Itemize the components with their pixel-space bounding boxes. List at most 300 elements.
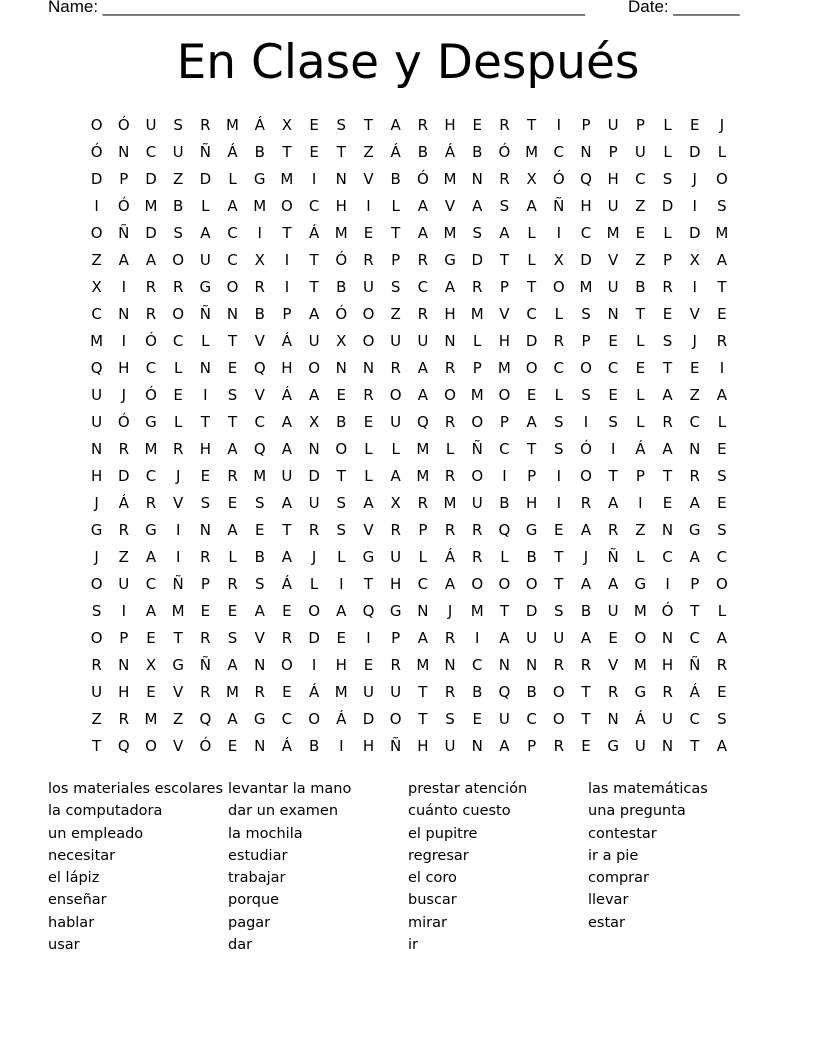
grid-letter: P xyxy=(663,251,673,269)
grid-letter: U xyxy=(281,467,293,485)
grid-letter: R xyxy=(499,116,510,134)
grid-letter: P xyxy=(499,278,509,296)
grid-letter: G xyxy=(525,521,538,539)
grid-letter: D xyxy=(199,170,212,188)
grid-letter: Z xyxy=(689,386,700,404)
grid-letter: J xyxy=(311,548,317,566)
grid-letter: Á xyxy=(281,575,293,593)
grid-letter: Ñ xyxy=(199,656,211,674)
grid-letter: U xyxy=(145,116,157,134)
grid-letter: O xyxy=(716,170,728,188)
grid-letter: N xyxy=(226,305,239,323)
grid-letter: Z xyxy=(635,521,646,539)
grid-letter: O xyxy=(90,629,103,647)
grid-letter: H xyxy=(335,656,347,674)
grid-letter: Z xyxy=(118,548,129,566)
grid-letter: A xyxy=(499,224,510,242)
grid-letter: M xyxy=(443,494,457,512)
grid-letter: I xyxy=(610,440,616,458)
grid-letter: A xyxy=(281,440,293,458)
grid-letter: I xyxy=(203,386,208,404)
grid-letter: R xyxy=(390,359,401,377)
grid-letter: I xyxy=(284,251,290,269)
grid-letter: C xyxy=(526,305,537,323)
grid-letter: A xyxy=(227,710,238,728)
letter-grid xyxy=(83,112,743,760)
grid-row xyxy=(83,652,743,679)
grid-letter: U xyxy=(390,332,402,350)
grid-letter: A xyxy=(580,521,592,539)
word-column xyxy=(588,778,768,934)
grid-letter: R xyxy=(417,116,429,134)
grid-letter: U xyxy=(634,143,646,161)
grid-letter: B xyxy=(417,143,428,161)
grid-letter: L xyxy=(636,548,645,566)
grid-letter: O xyxy=(145,737,157,755)
grid-letter: P xyxy=(119,170,129,188)
grid-letter: A xyxy=(716,737,728,755)
grid-letter: Ó xyxy=(335,251,348,269)
grid-letter: L xyxy=(663,143,672,161)
grid-letter: C xyxy=(689,413,700,431)
grid-row xyxy=(83,436,743,463)
grid-letter: H xyxy=(281,359,293,377)
grid-letter: Ñ xyxy=(199,143,211,161)
grid-letter: Z xyxy=(635,197,646,215)
grid-letter: Ó xyxy=(117,116,130,134)
grid-letter: U xyxy=(662,710,674,728)
grid-letter: R xyxy=(417,251,429,269)
grid-letter: Ó xyxy=(145,332,157,350)
grid-letter: Á xyxy=(444,548,456,566)
grid-letter: D xyxy=(145,224,157,242)
grid-letter: P xyxy=(472,359,482,377)
grid-letter: I xyxy=(366,197,371,215)
grid-letter: R xyxy=(417,305,429,323)
grid-letter: A xyxy=(716,251,728,269)
grid-letter: O xyxy=(552,710,565,728)
grid-letter: L xyxy=(717,413,727,431)
grid-letter: N xyxy=(362,359,375,377)
grid-letter: C xyxy=(417,278,429,296)
grid-letter: C xyxy=(553,143,565,161)
grid-letter: R xyxy=(200,683,211,701)
grid-letter: R xyxy=(281,629,293,647)
grid-letter: B xyxy=(336,278,347,296)
grid-letter: M xyxy=(470,305,484,323)
grid-letter: P xyxy=(527,737,537,755)
grid-letter: T xyxy=(581,683,591,701)
grid-letter: Á xyxy=(281,332,293,350)
grid-letter: L xyxy=(473,332,482,350)
date-field-label: Date: _______ xyxy=(628,0,740,16)
grid-letter: L xyxy=(445,440,455,458)
grid-letter: A xyxy=(580,629,592,647)
grid-letter: V xyxy=(363,521,374,539)
grid-letter: P xyxy=(119,629,129,647)
word-item: enseñar xyxy=(48,892,107,909)
grid-letter: L xyxy=(418,548,428,566)
grid-letter: N xyxy=(335,170,347,188)
grid-letter: T xyxy=(554,548,564,566)
grid-letter: J xyxy=(719,116,725,134)
grid-letter: B xyxy=(526,683,537,701)
grid-letter: R xyxy=(145,278,157,296)
grid-letter: O xyxy=(362,332,375,350)
grid-letter: Ó xyxy=(199,737,212,755)
grid-row xyxy=(83,544,743,571)
grid-letter: L xyxy=(554,305,563,323)
word-item: una pregunta xyxy=(588,803,686,820)
grid-letter: P xyxy=(635,467,645,485)
grid-letter: T xyxy=(581,710,591,728)
grid-letter: X xyxy=(145,656,157,674)
grid-letter: E xyxy=(554,521,564,539)
grid-letter: T xyxy=(418,710,428,728)
grid-letter: P xyxy=(608,143,618,161)
grid-letter: G xyxy=(199,278,212,296)
grid-letter: G xyxy=(253,170,266,188)
grid-letter: M xyxy=(90,332,104,350)
grid-letter: X xyxy=(254,251,265,269)
grid-letter: B xyxy=(173,197,184,215)
grid-letter: E xyxy=(635,224,646,242)
grid-letter: C xyxy=(172,332,184,350)
grid-letter: Á xyxy=(308,683,320,701)
grid-letter: A xyxy=(118,251,129,269)
word-item: usar xyxy=(48,937,80,954)
grid-letter: R xyxy=(472,521,483,539)
grid-letter: P xyxy=(200,575,210,593)
grid-letter: A xyxy=(281,548,293,566)
grid-letter: Ó xyxy=(90,143,103,161)
grid-letter: H xyxy=(390,575,402,593)
grid-letter: Z xyxy=(363,143,374,161)
grid-letter: L xyxy=(228,548,237,566)
grid-letter: C xyxy=(91,305,102,323)
grid-letter: E xyxy=(689,116,700,134)
grid-letter: E xyxy=(200,467,211,485)
grid-letter: Q xyxy=(199,710,212,728)
grid-letter: A xyxy=(308,386,320,404)
grid-letter: Q xyxy=(253,440,266,458)
grid-letter: R xyxy=(200,548,211,566)
word-item: el pupitre xyxy=(408,825,478,842)
grid-letter: M xyxy=(416,656,430,674)
grid-letter: N xyxy=(689,440,701,458)
grid-letter: L xyxy=(391,197,400,215)
grid-letter: C xyxy=(227,251,238,269)
grid-letter: D xyxy=(580,251,592,269)
grid-letter: O xyxy=(90,575,103,593)
grid-letter: U xyxy=(199,251,211,269)
grid-letter: A xyxy=(390,467,401,485)
grid-letter: T xyxy=(690,602,700,620)
grid-letter: A xyxy=(390,116,401,134)
grid-letter: B xyxy=(254,143,265,161)
grid-letter: Á xyxy=(444,143,456,161)
grid-letter: N xyxy=(199,359,211,377)
grid-letter: I xyxy=(638,494,643,512)
grid-letter: T xyxy=(309,278,319,296)
grid-letter: Ó xyxy=(661,602,674,620)
grid-letter: E xyxy=(581,737,591,755)
grid-letter: N xyxy=(118,305,130,323)
grid-letter: O xyxy=(389,386,402,404)
grid-letter: M xyxy=(416,467,430,485)
grid-letter: N xyxy=(661,737,674,755)
word-item: mirar xyxy=(408,914,447,931)
grid-letter: T xyxy=(92,737,102,755)
grid-letter: L xyxy=(337,548,346,566)
grid-letter: E xyxy=(227,737,238,755)
grid-letter: D xyxy=(90,170,103,188)
grid-letter: C xyxy=(471,656,483,674)
grid-letter: N xyxy=(525,656,538,674)
grid-letter: R xyxy=(662,683,673,701)
grid-letter: N xyxy=(580,143,592,161)
grid-letter: O xyxy=(90,224,103,242)
grid-letter: Ñ xyxy=(118,224,130,242)
grid-letter: S xyxy=(173,116,183,134)
grid-letter: R xyxy=(444,467,456,485)
grid-letter: Á xyxy=(689,683,700,701)
grid-letter: P xyxy=(391,629,401,647)
grid-letter: L xyxy=(663,116,672,134)
word-column xyxy=(408,778,588,956)
grid-letter: B xyxy=(472,683,483,701)
grid-letter: Z xyxy=(173,170,184,188)
grid-letter: E xyxy=(227,359,238,377)
grid-row xyxy=(83,490,743,517)
grid-letter: O xyxy=(634,629,647,647)
grid-letter: T xyxy=(608,467,618,485)
grid-letter: R xyxy=(308,521,320,539)
grid-row xyxy=(83,733,743,760)
grid-letter: Á xyxy=(281,737,293,755)
grid-letter: T xyxy=(309,251,319,269)
grid-letter: U xyxy=(607,116,619,134)
grid-letter: N xyxy=(607,305,619,323)
grid-letter: P xyxy=(581,332,591,350)
grid-letter: J xyxy=(94,494,99,512)
grid-letter: I xyxy=(284,278,290,296)
grid-letter: T xyxy=(282,224,292,242)
grid-letter: A xyxy=(281,494,293,512)
word-item: el coro xyxy=(408,870,457,887)
grid-letter: S xyxy=(227,386,238,404)
grid-letter: A xyxy=(444,575,456,593)
grid-letter: V xyxy=(363,170,374,188)
grid-letter: S xyxy=(200,494,211,512)
grid-letter: I xyxy=(583,413,589,431)
grid-letter: L xyxy=(636,332,645,350)
grid-letter: E xyxy=(472,116,482,134)
grid-letter: Ó xyxy=(580,440,592,458)
grid-letter: V xyxy=(254,629,265,647)
grid-row xyxy=(83,517,743,544)
grid-letter: E xyxy=(662,494,673,512)
grid-row xyxy=(83,571,743,598)
grid-letter: H xyxy=(498,332,511,350)
grid-letter: H xyxy=(661,656,674,674)
grid-letter: E xyxy=(608,629,618,647)
grid-letter: H xyxy=(118,359,130,377)
grid-letter: O xyxy=(90,116,103,134)
grid-letter: M xyxy=(443,224,457,242)
grid-letter: R xyxy=(363,251,374,269)
grid-letter: U xyxy=(390,683,402,701)
grid-letter: Á xyxy=(281,386,293,404)
grid-letter: L xyxy=(364,440,373,458)
grid-letter: T xyxy=(690,737,700,755)
grid-letter: A xyxy=(145,251,157,269)
grid-letter: P xyxy=(282,305,292,323)
grid-letter: N xyxy=(444,656,456,674)
grid-letter: I xyxy=(175,548,181,566)
grid-letter: C xyxy=(308,197,320,215)
grid-letter: A xyxy=(580,575,592,593)
grid-letter: M xyxy=(416,440,430,458)
grid-letter: T xyxy=(662,359,673,377)
grid-letter: O xyxy=(580,359,592,377)
grid-letter: I xyxy=(94,197,99,215)
grid-letter: P xyxy=(690,575,700,593)
grid-letter: V xyxy=(608,656,619,674)
grid-letter: Ñ xyxy=(553,197,565,215)
grid-letter: U xyxy=(498,710,510,728)
grid-letter: G xyxy=(389,602,402,620)
grid-letter: O xyxy=(335,440,348,458)
grid-letter: O xyxy=(172,251,185,269)
grid-letter: L xyxy=(527,224,536,242)
grid-letter: Ó xyxy=(117,413,130,431)
grid-letter: R xyxy=(553,737,564,755)
grid-letter: E xyxy=(363,413,374,431)
grid-letter: C xyxy=(281,710,293,728)
grid-letter: U xyxy=(91,413,103,431)
grid-letter: R xyxy=(390,656,401,674)
grid-letter: N xyxy=(90,440,103,458)
grid-letter: U xyxy=(390,413,402,431)
grid-letter: C xyxy=(145,143,157,161)
grid-letter: A xyxy=(472,197,483,215)
word-item: prestar atención xyxy=(408,781,528,797)
grid-letter: J xyxy=(175,467,181,485)
grid-letter: O xyxy=(471,467,484,485)
grid-letter: R xyxy=(227,575,238,593)
grid-letter: T xyxy=(282,143,292,161)
grid-letter: I xyxy=(257,224,262,242)
grid-letter: A xyxy=(716,386,728,404)
grid-letter: O xyxy=(226,278,239,296)
grid-letter: L xyxy=(527,251,536,269)
grid-letter: R xyxy=(363,386,374,404)
grid-letter: M xyxy=(579,278,593,296)
word-item: pagar xyxy=(228,914,271,931)
grid-letter: O xyxy=(471,575,484,593)
grid-row xyxy=(83,301,743,328)
word-item: la computadora xyxy=(48,803,163,820)
grid-letter: Ó xyxy=(416,170,429,188)
grid-letter: I xyxy=(339,737,344,755)
grid-letter: U xyxy=(471,494,483,512)
grid-letter: R xyxy=(200,629,211,647)
grid-letter: N xyxy=(118,656,130,674)
grid-letter: G xyxy=(145,521,157,539)
grid-letter: X xyxy=(281,116,293,134)
word-item: las matemáticas xyxy=(588,781,708,797)
grid-letter: T xyxy=(499,602,509,620)
grid-letter: D xyxy=(688,143,701,161)
grid-letter: H xyxy=(525,494,538,512)
grid-letter: Q xyxy=(498,521,511,539)
grid-letter: H xyxy=(580,197,592,215)
grid-letter: M xyxy=(633,602,647,620)
grid-letter: S xyxy=(445,710,455,728)
grid-letter: R xyxy=(200,116,211,134)
grid-letter: N xyxy=(417,602,429,620)
grid-letter: L xyxy=(391,440,400,458)
grid-letter: D xyxy=(118,467,130,485)
grid-letter: L xyxy=(228,170,237,188)
grid-letter: E xyxy=(309,143,319,161)
grid-letter: N xyxy=(471,737,483,755)
grid-letter: U xyxy=(634,737,646,755)
grid-letter: S xyxy=(662,332,673,350)
grid-letter: N xyxy=(661,521,674,539)
grid-letter: O xyxy=(498,575,511,593)
grid-letter: S xyxy=(472,224,482,242)
grid-letter: M xyxy=(606,224,620,242)
grid-letter: C xyxy=(526,710,537,728)
grid-letter: U xyxy=(308,494,320,512)
grid-letter: X xyxy=(390,494,401,512)
grid-letter: G xyxy=(688,521,701,539)
grid-letter: I xyxy=(719,359,725,377)
grid-letter: C xyxy=(689,629,700,647)
word-column xyxy=(48,778,228,956)
grid-letter: A xyxy=(662,386,673,404)
grid-letter: M xyxy=(253,197,267,215)
grid-letter: O xyxy=(525,575,538,593)
grid-row xyxy=(83,679,743,706)
grid-letter: D xyxy=(661,197,674,215)
grid-letter: L xyxy=(309,575,319,593)
grid-row xyxy=(83,166,743,193)
grid-letter: E xyxy=(608,386,618,404)
grid-letter: O xyxy=(525,359,538,377)
grid-letter: M xyxy=(715,224,729,242)
grid-letter: O xyxy=(172,305,185,323)
grid-letter: I xyxy=(339,575,344,593)
word-item: los materiales escolares xyxy=(48,781,224,797)
grid-letter: Q xyxy=(362,602,375,620)
grid-letter: G xyxy=(145,413,157,431)
grid-letter: A xyxy=(227,197,238,215)
grid-letter: A xyxy=(499,629,510,647)
grid-letter: U xyxy=(91,683,103,701)
grid-letter: M xyxy=(334,683,348,701)
grid-letter: R xyxy=(607,683,619,701)
grid-letter: Z xyxy=(390,305,401,323)
grid-letter: E xyxy=(282,683,292,701)
grid-letter: I xyxy=(121,278,126,296)
grid-letter: D xyxy=(308,467,320,485)
grid-letter: R xyxy=(227,467,238,485)
grid-letter: E xyxy=(608,332,618,350)
grid-letter: D xyxy=(145,170,157,188)
